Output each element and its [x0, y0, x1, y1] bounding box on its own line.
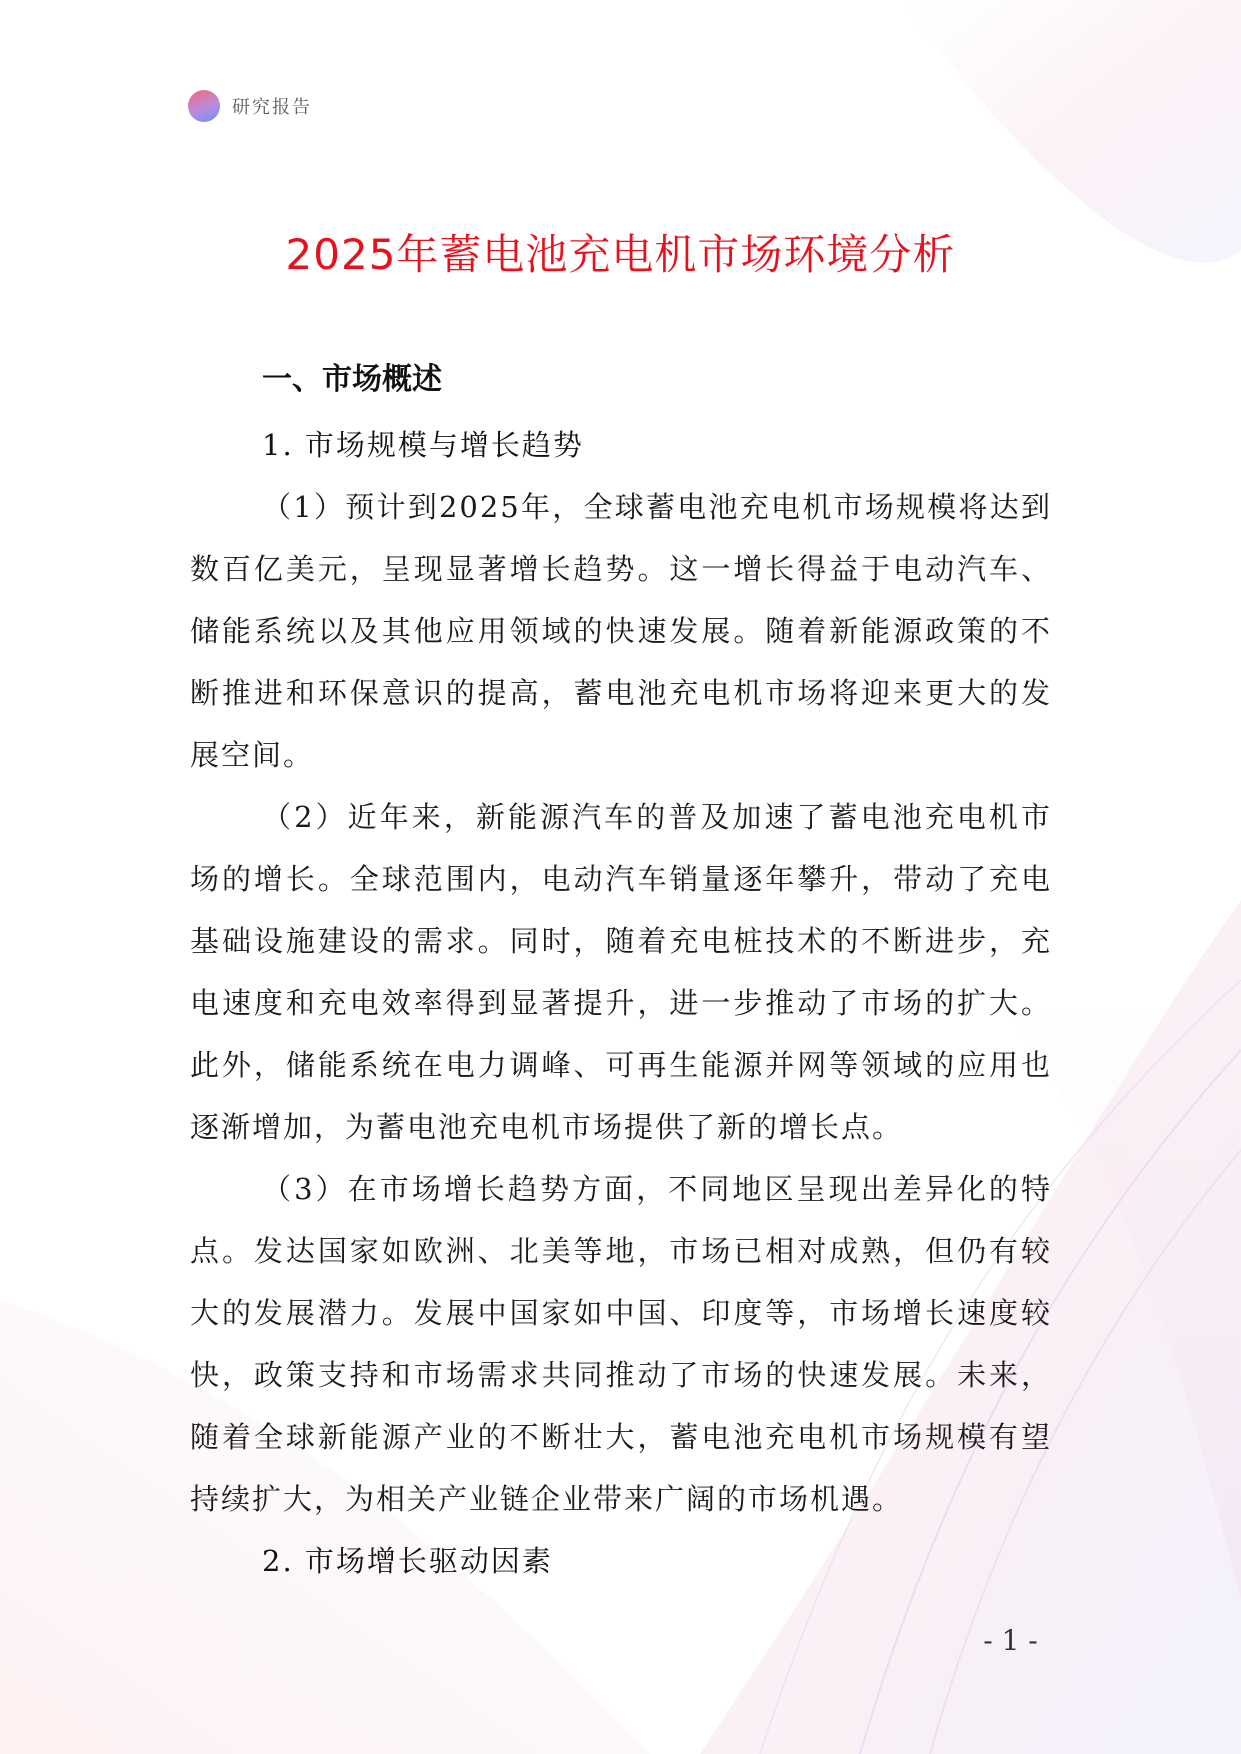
subsection-heading-1-1: 1. 市场规模与增长趋势: [262, 428, 584, 462]
paragraph-2: （2）近年来，新能源汽车的普及加速了蓄电池充电机市场的增长。全球范围内，电动汽车销量逐年攀升，带动了充电基础设施建设的需求。同时，随着充电桩技术的不断进步，充电速度和充电效率得到显著提升，进一步推动了市场的扩大。此外，储能系统在电力调峰、可再生能源并网等领域的应用也逐渐增加，为蓄电池充电机市场提供了新的增长点。: [190, 800, 1052, 1144]
header-label: 研究报告: [232, 97, 312, 118]
paragraph-3: （3）在市场增长趋势方面，不同地区呈现出差异化的特点。发达国家如欧洲、北美等地，市场已相对成熟，但仍有较大的发展潜力。发展中国家如中国、印度等，市场增长速度较快，政策支持和市场需求共同推动了市场的快速发展。未来，随着全球新能源产业的不断壮大，蓄电池充电机市场规模有望持续扩大，为相关产业链企业带来广阔的市场机遇。: [190, 1172, 1052, 1516]
document-body: [190, 354, 1052, 1592]
report-header: [188, 88, 312, 124]
document-title: 2025年蓄电池充电机市场环境分析: [285, 230, 956, 279]
section-heading-1: 一、市场概述: [262, 362, 442, 397]
logo-circle-icon: [188, 90, 220, 122]
paragraph-1: （1）预计到2025年，全球蓄电池充电机市场规模将达到数百亿美元，呈现显著增长趋势。这一增长得益于电动汽车、储能系统以及其他应用领域的快速发展。随着新能源政策的不断推进和环保意识的提高，蓄电池充电机市场将迎来更大的发展空间。: [190, 490, 1052, 772]
subsection-heading-1-2: 2. 市场增长驱动因素: [262, 1544, 553, 1578]
page-number: - 1 -: [983, 1624, 1038, 1657]
